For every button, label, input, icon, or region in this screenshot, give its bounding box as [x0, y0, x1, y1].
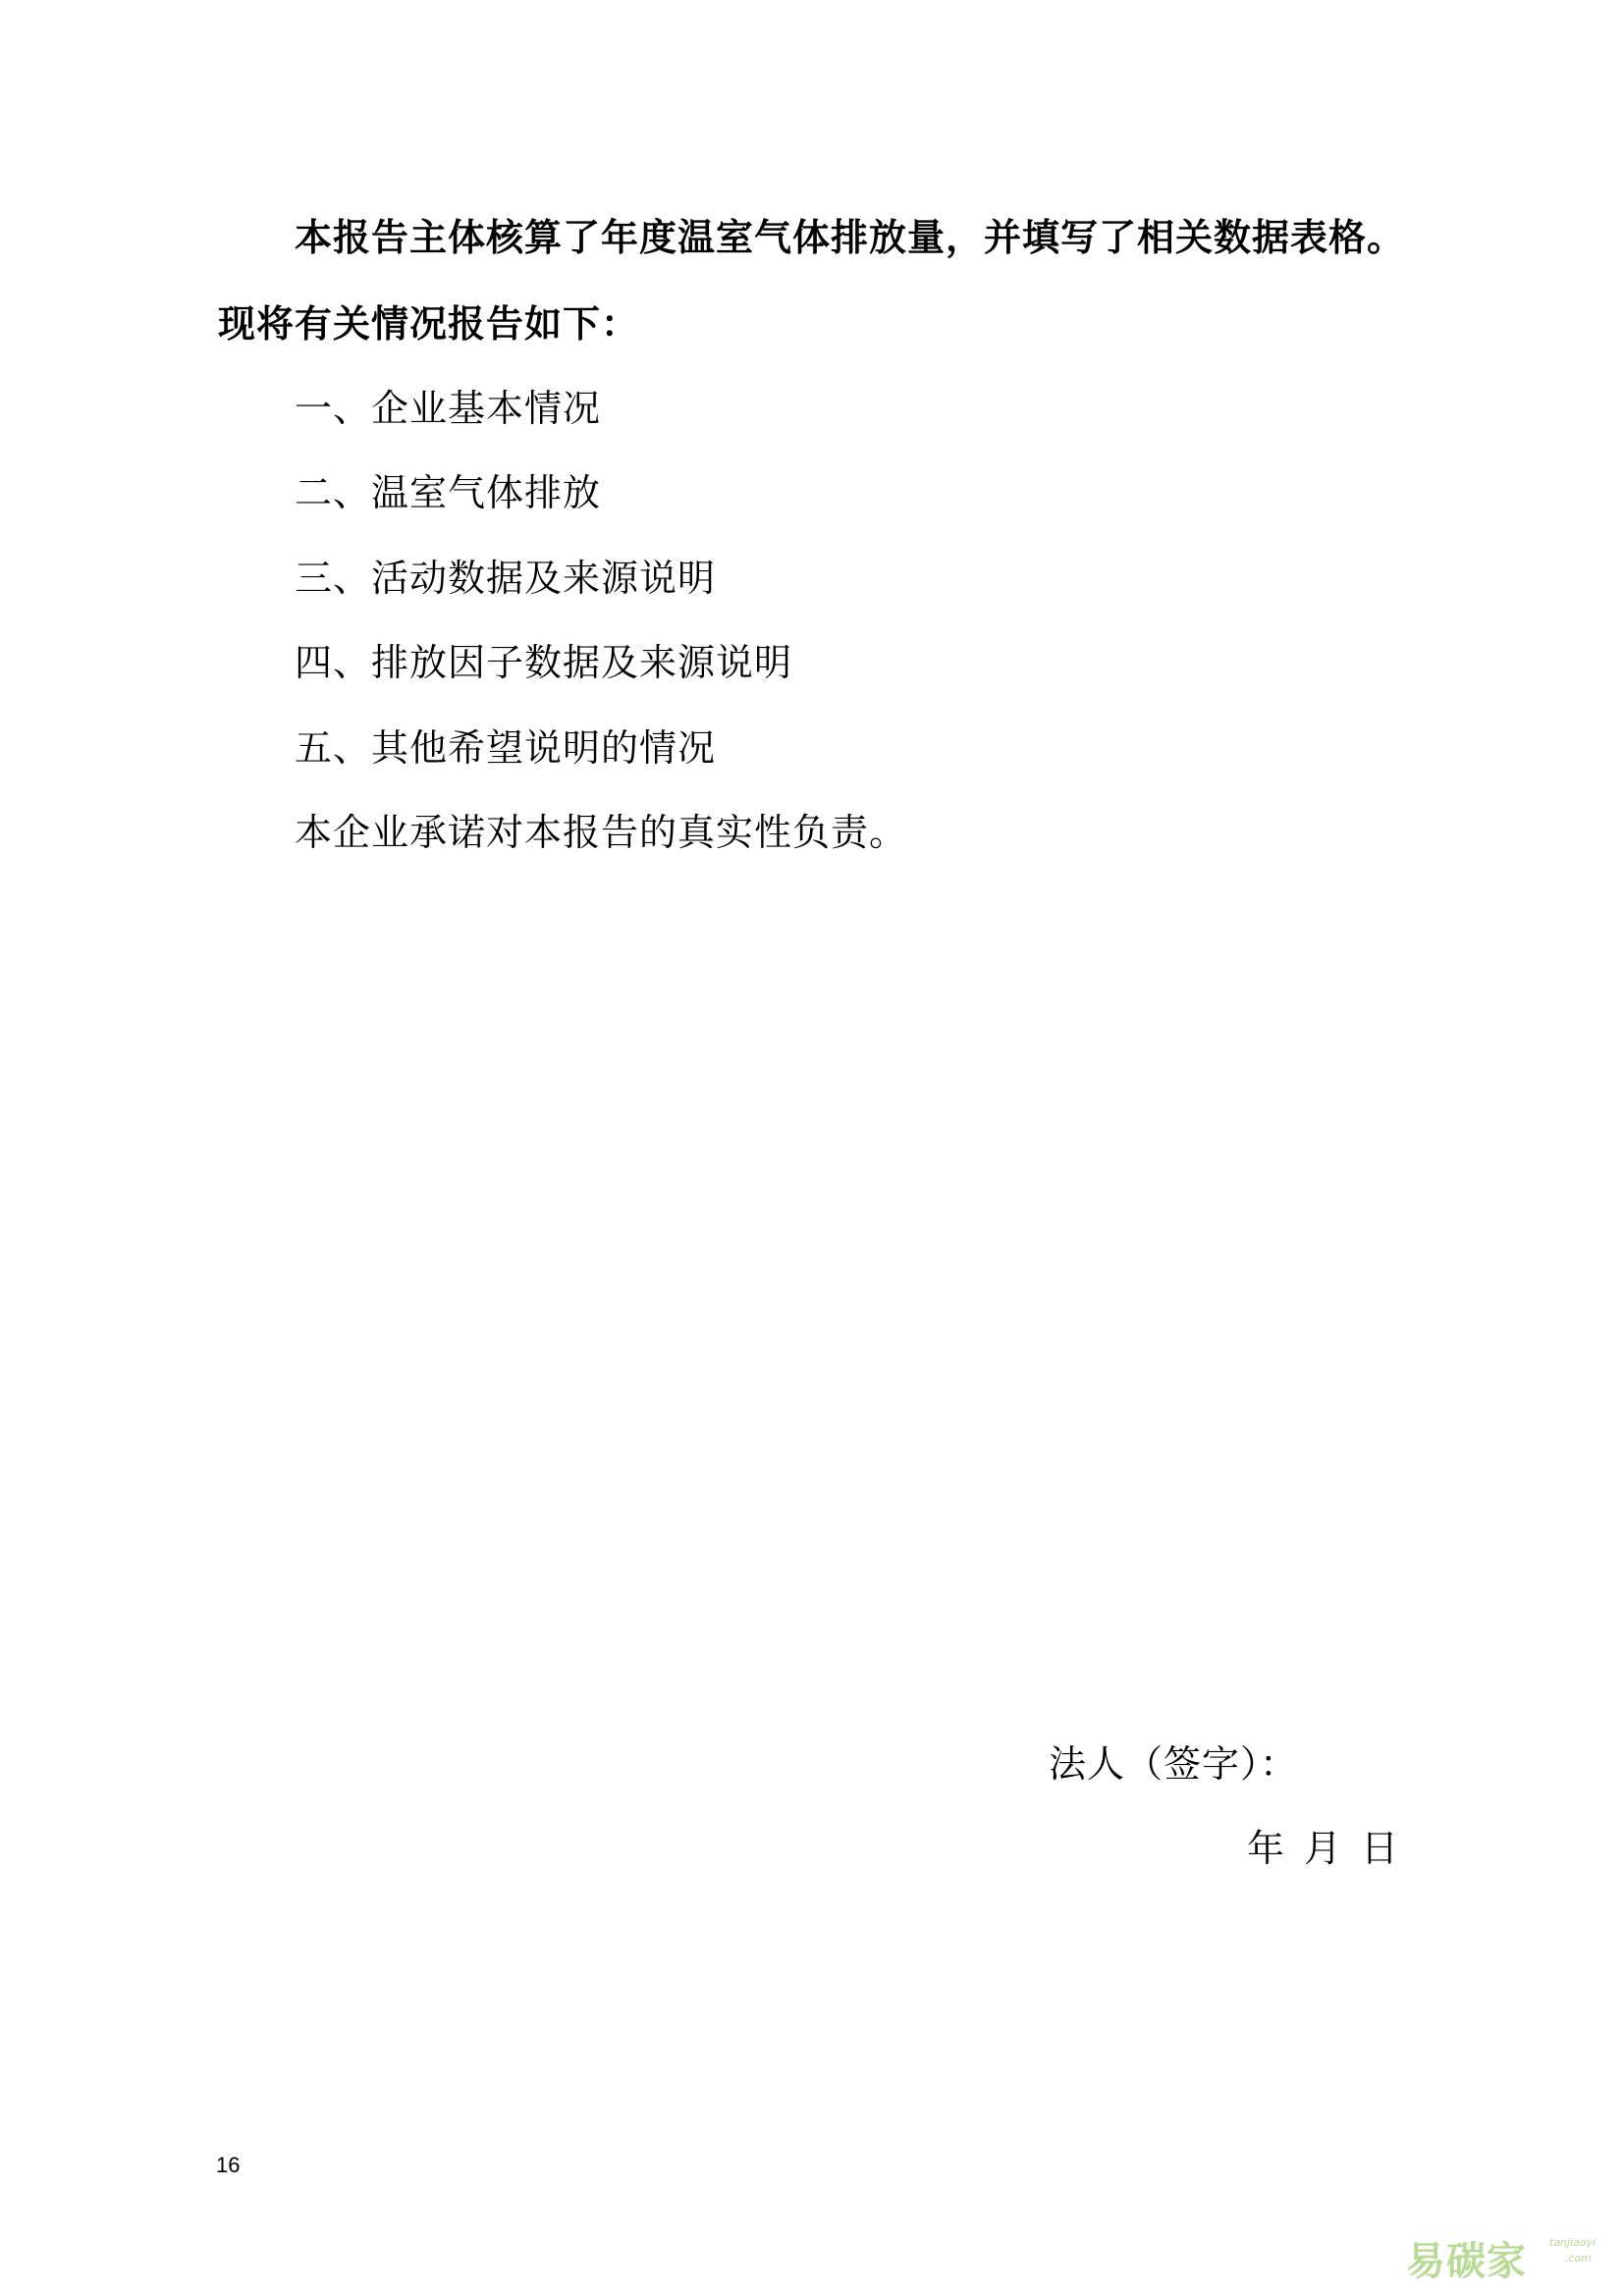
watermark-domain: tanjiaoyi — [1549, 2236, 1597, 2249]
commitment-statement: 本企业承诺对本报告的真实性负责。 — [295, 811, 908, 854]
date-year-label: 年 — [1247, 1827, 1285, 1870]
page-number: 16 — [216, 2153, 241, 2177]
intro-line-1: 本报告主体核算了年度温室气体排放量，并填写了相关数据表格。 — [295, 216, 1406, 259]
list-item: 二、温室气体排放 — [295, 471, 602, 514]
list-item: 三、活动数据及来源说明 — [295, 557, 717, 600]
list-item: 四、排放因子数据及来源说明 — [295, 641, 793, 684]
watermark-domain-suffix: .com — [1565, 2252, 1592, 2265]
date-line — [1247, 1827, 1399, 1870]
intro-line-2: 现将有关情况报告如下： — [218, 302, 640, 346]
date-month-label: 月 — [1304, 1827, 1342, 1870]
watermark-name: 易碳家 — [1406, 2239, 1527, 2284]
list-item: 五、其他希望说明的情况 — [295, 726, 717, 770]
list-item: 一、企业基本情况 — [295, 387, 602, 430]
signature-label: 法人（签字）： — [1049, 1742, 1299, 1786]
date-day-label: 日 — [1361, 1827, 1399, 1870]
watermark-logo — [1406, 2228, 1612, 2282]
